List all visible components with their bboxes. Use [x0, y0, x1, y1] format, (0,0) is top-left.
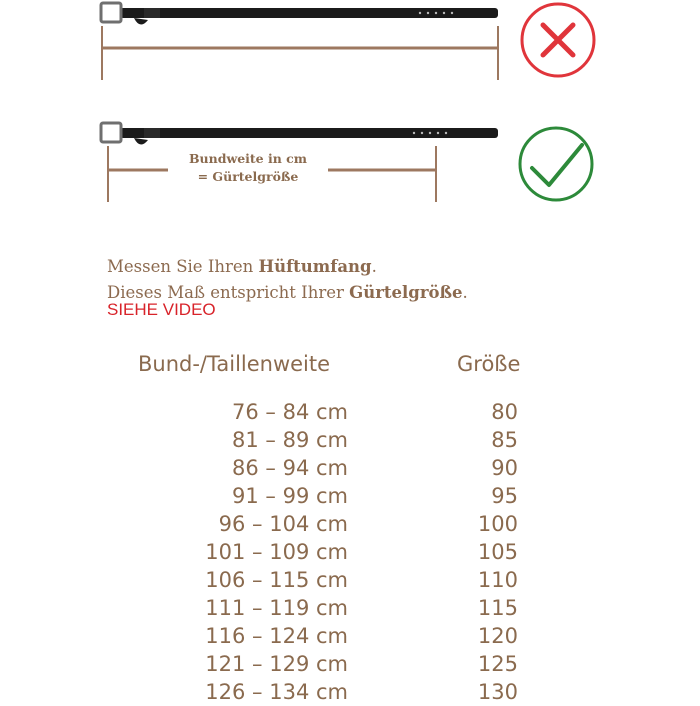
caption-line-2: = Gürtelgröße: [197, 169, 299, 184]
instruction-line-1: [107, 254, 468, 280]
table-row: [0, 398, 700, 426]
waist-range-cell: 81 – 89 cm: [232, 428, 348, 452]
instruction-punctuation: .: [371, 257, 377, 276]
measuring-instructions: [107, 254, 468, 306]
size-table: [0, 398, 700, 706]
belt-measurement-illustration: [0, 0, 700, 220]
waist-range-cell: 96 – 104 cm: [218, 512, 348, 536]
waist-range-cell: 101 – 109 cm: [205, 540, 348, 564]
waist-column-header: Bund-/Taillenweite: [138, 352, 331, 376]
instruction-emphasis: Hüftumfang: [258, 257, 372, 276]
table-row: [0, 482, 700, 510]
table-row: [0, 650, 700, 678]
table-row: [0, 538, 700, 566]
belt-size-cell: 125: [477, 652, 518, 676]
see-video-link[interactable]: SIEHE VIDEO: [107, 300, 216, 319]
table-row: [0, 594, 700, 622]
waist-range-cell: 86 – 94 cm: [232, 456, 348, 480]
belt-full-length: [101, 3, 498, 25]
belt-correct: [101, 123, 498, 145]
belt-size-cell: 130: [477, 680, 518, 704]
measure-caption: [168, 150, 328, 186]
belt-size-cell: 90: [491, 456, 518, 480]
belt-size-cell: 105: [477, 540, 518, 564]
size-column-header: Größe: [457, 352, 521, 376]
belt-size-cell: 100: [477, 512, 518, 536]
waist-range-cell: 91 – 99 cm: [232, 484, 348, 508]
instruction-text: Messen Sie Ihren: [107, 257, 259, 276]
belt-size-cell: 115: [477, 596, 518, 620]
waist-range-cell: 121 – 129 cm: [205, 652, 348, 676]
table-row: [0, 454, 700, 482]
table-row: [0, 622, 700, 650]
table-row: [0, 426, 700, 454]
waist-range-cell: 126 – 134 cm: [205, 680, 348, 704]
waist-range-cell: 116 – 124 cm: [205, 624, 348, 648]
belt-size-cell: 110: [477, 568, 518, 592]
x-icon: [522, 4, 594, 76]
table-row: [0, 566, 700, 594]
belt-size-cell: 120: [477, 624, 518, 648]
instruction-text: Dieses Maß entspricht Ihrer: [107, 283, 350, 302]
waist-range-cell: 106 – 115 cm: [205, 568, 348, 592]
check-icon: [520, 128, 592, 200]
table-row: [0, 510, 700, 538]
belt-size-cell: 95: [491, 484, 518, 508]
waist-range-cell: 111 – 119 cm: [205, 596, 348, 620]
waist-range-cell: 76 – 84 cm: [232, 400, 348, 424]
belt-size-cell: 85: [491, 428, 518, 452]
wrong-measure-line: [102, 26, 498, 80]
instruction-emphasis: Gürtelgröße: [349, 283, 463, 302]
instruction-punctuation: .: [462, 283, 468, 302]
belt-size-cell: 80: [491, 400, 518, 424]
table-row: [0, 678, 700, 706]
caption-line-1: Bundweite in cm: [188, 151, 308, 166]
